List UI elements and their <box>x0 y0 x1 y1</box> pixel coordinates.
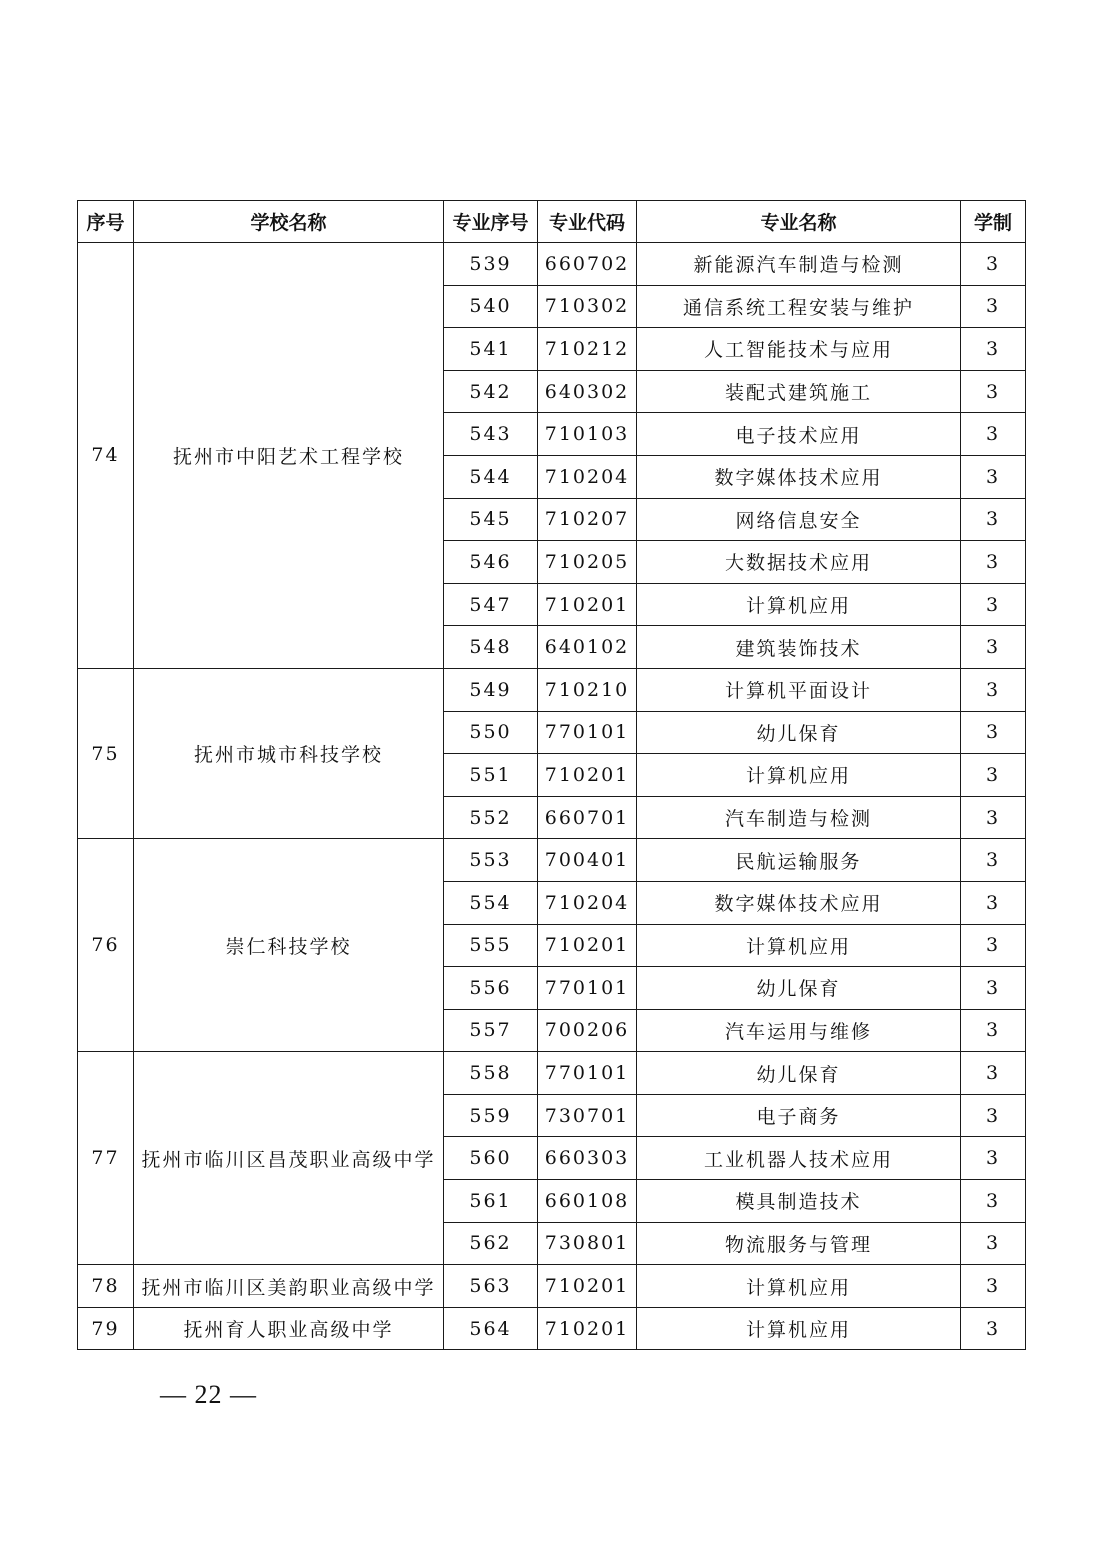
major-name-cell: 大数据技术应用 <box>637 541 961 584</box>
major-name-cell: 计算机应用 <box>637 924 961 967</box>
major-seq-cell: 558 <box>444 1052 538 1095</box>
major-seq-cell: 561 <box>444 1180 538 1223</box>
major-code-cell: 710201 <box>538 583 637 626</box>
major-name-cell: 计算机应用 <box>637 1265 961 1308</box>
major-seq-cell: 549 <box>444 668 538 711</box>
duration-cell: 3 <box>961 541 1026 584</box>
major-seq-cell: 548 <box>444 626 538 669</box>
duration-cell: 3 <box>961 796 1026 839</box>
duration-cell: 3 <box>961 967 1026 1010</box>
major-seq-cell: 554 <box>444 881 538 924</box>
major-code-cell: 710210 <box>538 668 637 711</box>
major-code-cell: 660701 <box>538 796 637 839</box>
major-seq-cell: 563 <box>444 1265 538 1308</box>
major-name-cell: 计算机平面设计 <box>637 668 961 711</box>
table-row <box>78 839 1026 882</box>
major-name-cell: 物流服务与管理 <box>637 1222 961 1265</box>
major-name-cell: 通信系统工程安装与维护 <box>637 285 961 328</box>
major-code-cell: 710201 <box>538 754 637 797</box>
duration-cell: 3 <box>961 1052 1026 1095</box>
major-code-cell: 730701 <box>538 1094 637 1137</box>
major-name-cell: 网络信息安全 <box>637 498 961 541</box>
major-name-cell: 汽车制造与检测 <box>637 796 961 839</box>
major-seq-cell: 556 <box>444 967 538 1010</box>
major-seq-cell: 544 <box>444 455 538 498</box>
header-major-seq: 专业序号 <box>444 201 538 243</box>
major-name-cell: 幼儿保育 <box>637 1052 961 1095</box>
major-code-cell: 710302 <box>538 285 637 328</box>
duration-cell: 3 <box>961 1094 1026 1137</box>
duration-cell: 3 <box>961 881 1026 924</box>
school-index-cell: 78 <box>78 1265 134 1308</box>
table-row <box>78 1307 1026 1350</box>
major-name-cell: 电子技术应用 <box>637 413 961 456</box>
major-name-cell: 工业机器人技术应用 <box>637 1137 961 1180</box>
school-majors-table <box>77 200 1026 1350</box>
major-name-cell: 民航运输服务 <box>637 839 961 882</box>
duration-cell: 3 <box>961 668 1026 711</box>
header-index: 序号 <box>78 201 134 243</box>
major-name-cell: 汽车运用与维修 <box>637 1009 961 1052</box>
table-row <box>78 1052 1026 1095</box>
school-name-cell: 崇仁科技学校 <box>134 839 444 1052</box>
school-index-cell: 77 <box>78 1052 134 1265</box>
major-code-cell: 710204 <box>538 455 637 498</box>
major-seq-cell: 552 <box>444 796 538 839</box>
major-seq-cell: 562 <box>444 1222 538 1265</box>
school-name-cell: 抚州市中阳艺术工程学校 <box>134 243 444 669</box>
major-seq-cell: 543 <box>444 413 538 456</box>
major-code-cell: 710201 <box>538 1307 637 1350</box>
major-seq-cell: 542 <box>444 370 538 413</box>
school-name-cell: 抚州市临川区昌茂职业高级中学 <box>134 1052 444 1265</box>
major-code-cell: 710205 <box>538 541 637 584</box>
major-seq-cell: 559 <box>444 1094 538 1137</box>
major-code-cell: 700401 <box>538 839 637 882</box>
duration-cell: 3 <box>961 1137 1026 1180</box>
duration-cell: 3 <box>961 370 1026 413</box>
duration-cell: 3 <box>961 711 1026 754</box>
header-major-name: 专业名称 <box>637 201 961 243</box>
school-name-cell: 抚州育人职业高级中学 <box>134 1307 444 1350</box>
duration-cell: 3 <box>961 754 1026 797</box>
school-name-cell: 抚州市城市科技学校 <box>134 668 444 838</box>
major-seq-cell: 541 <box>444 328 538 371</box>
duration-cell: 3 <box>961 1307 1026 1350</box>
table-body <box>78 243 1026 1350</box>
major-seq-cell: 546 <box>444 541 538 584</box>
major-name-cell: 建筑装饰技术 <box>637 626 961 669</box>
duration-cell: 3 <box>961 583 1026 626</box>
major-name-cell: 计算机应用 <box>637 583 961 626</box>
major-name-cell: 幼儿保育 <box>637 967 961 1010</box>
major-code-cell: 730801 <box>538 1222 637 1265</box>
major-code-cell: 640302 <box>538 370 637 413</box>
duration-cell: 3 <box>961 413 1026 456</box>
major-seq-cell: 551 <box>444 754 538 797</box>
duration-cell: 3 <box>961 1009 1026 1052</box>
major-code-cell: 660702 <box>538 243 637 286</box>
major-code-cell: 710201 <box>538 1265 637 1308</box>
header-duration: 学制 <box>961 201 1026 243</box>
major-code-cell: 660303 <box>538 1137 637 1180</box>
duration-cell: 3 <box>961 1222 1026 1265</box>
duration-cell: 3 <box>961 626 1026 669</box>
major-code-cell: 660108 <box>538 1180 637 1223</box>
duration-cell: 3 <box>961 924 1026 967</box>
school-index-cell: 76 <box>78 839 134 1052</box>
major-seq-cell: 560 <box>444 1137 538 1180</box>
major-code-cell: 640102 <box>538 626 637 669</box>
duration-cell: 3 <box>961 1265 1026 1308</box>
major-seq-cell: 547 <box>444 583 538 626</box>
major-code-cell: 710212 <box>538 328 637 371</box>
major-code-cell: 770101 <box>538 711 637 754</box>
header-major-code: 专业代码 <box>538 201 637 243</box>
major-name-cell: 装配式建筑施工 <box>637 370 961 413</box>
major-name-cell: 人工智能技术与应用 <box>637 328 961 371</box>
major-code-cell: 770101 <box>538 1052 637 1095</box>
school-index-cell: 74 <box>78 243 134 669</box>
major-name-cell: 电子商务 <box>637 1094 961 1137</box>
school-index-cell: 79 <box>78 1307 134 1350</box>
school-name-cell: 抚州市临川区美韵职业高级中学 <box>134 1265 444 1308</box>
duration-cell: 3 <box>961 498 1026 541</box>
duration-cell: 3 <box>961 328 1026 371</box>
major-seq-cell: 557 <box>444 1009 538 1052</box>
major-code-cell: 710204 <box>538 881 637 924</box>
major-name-cell: 新能源汽车制造与检测 <box>637 243 961 286</box>
major-name-cell: 模具制造技术 <box>637 1180 961 1223</box>
header-school-name: 学校名称 <box>134 201 444 243</box>
major-seq-cell: 555 <box>444 924 538 967</box>
major-name-cell: 计算机应用 <box>637 754 961 797</box>
table-row <box>78 1265 1026 1308</box>
major-name-cell: 数字媒体技术应用 <box>637 881 961 924</box>
major-name-cell: 幼儿保育 <box>637 711 961 754</box>
major-seq-cell: 539 <box>444 243 538 286</box>
page-number: — 22 — <box>160 1380 257 1409</box>
major-code-cell: 770101 <box>538 967 637 1010</box>
duration-cell: 3 <box>961 1180 1026 1223</box>
major-code-cell: 700206 <box>538 1009 637 1052</box>
major-seq-cell: 553 <box>444 839 538 882</box>
major-code-cell: 710103 <box>538 413 637 456</box>
major-code-cell: 710207 <box>538 498 637 541</box>
duration-cell: 3 <box>961 285 1026 328</box>
major-name-cell: 数字媒体技术应用 <box>637 455 961 498</box>
major-seq-cell: 564 <box>444 1307 538 1350</box>
major-name-cell: 计算机应用 <box>637 1307 961 1350</box>
major-seq-cell: 550 <box>444 711 538 754</box>
school-index-cell: 75 <box>78 668 134 838</box>
duration-cell: 3 <box>961 455 1026 498</box>
major-seq-cell: 540 <box>444 285 538 328</box>
table-row <box>78 243 1026 286</box>
duration-cell: 3 <box>961 243 1026 286</box>
major-code-cell: 710201 <box>538 924 637 967</box>
major-seq-cell: 545 <box>444 498 538 541</box>
duration-cell: 3 <box>961 839 1026 882</box>
table-header-row <box>78 201 1026 243</box>
table-row <box>78 668 1026 711</box>
